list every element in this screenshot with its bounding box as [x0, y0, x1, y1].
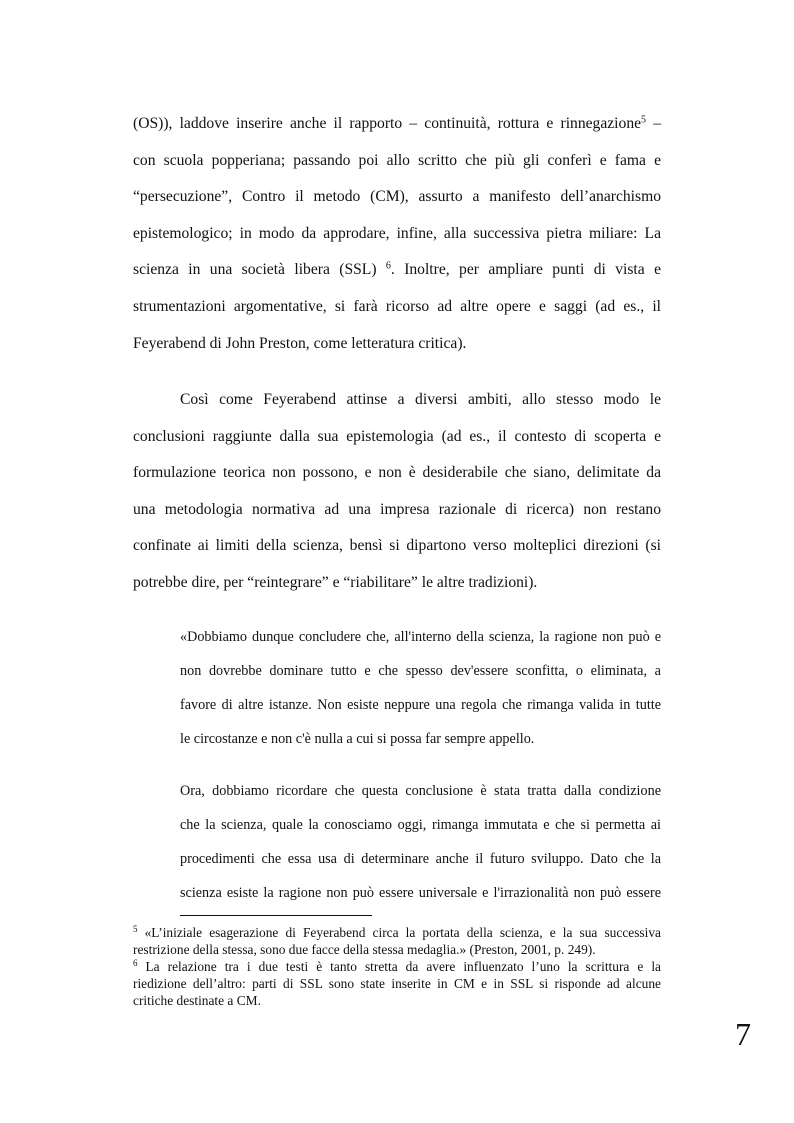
footnote-line: restrizione della stessa, sono due facce della stessa medaglia.» (Preston, 2001, p. 249). — [133, 942, 596, 957]
paragraph-line: epistemologico; in modo da approdare, infine, alla successiva pietra miliare: La — [133, 224, 661, 242]
paragraph-line: strumentazioni argomentative, si farà ricorso ad altre opere e saggi (ad es., il — [133, 297, 661, 315]
footnote-separator — [180, 915, 372, 916]
block-quote-1 — [180, 620, 661, 756]
paragraph-line: (OS)), laddove inserire anche il rapporto – continuità, rottura e rinnegazione$^5$ – — [133, 114, 662, 132]
quote-line: non dovrebbe dominare tutto e che spesso dev'essere sconfitta, o eliminata, a — [180, 663, 661, 679]
quote-line: che la scienza, quale la conosciamo oggi, rimanga immutata e che si permetta ai — [180, 817, 661, 833]
paragraph-line: Così come Feyerabend attinse a diversi ambiti, allo stesso modo le — [180, 391, 661, 408]
quote-line: favore di altre istanze. Non esiste neppure una regola che rimanga valida in tutte — [180, 697, 661, 713]
quote-line: procedimenti che essa usa di determinare anche il futuro sviluppo. Dato che la — [180, 851, 661, 867]
footnote-marker: 5 — [133, 924, 138, 935]
paragraph-2 — [133, 382, 661, 602]
block-quote-2 — [180, 774, 661, 910]
paragraph-line: “persecuzione”, Contro il metodo (CM), assurto a manifesto dell’anarchismo — [133, 188, 661, 206]
footnote-ref-5[interactable]: 5 — [641, 114, 647, 126]
quote-line: Ora, dobbiamo ricordare che questa conclusione è stata tratta dalla condizione — [180, 783, 661, 799]
footnote-line: $^5$ «L’iniziale esagerazione di Feyerabend circa la portata della scienza, e la sua successiva — [133, 924, 661, 940]
footnote-ref-6[interactable]: 6 — [385, 260, 391, 272]
paragraph-1 — [133, 106, 661, 362]
paragraph-line: potrebbe dire, per “reintegrare” e “riabilitare” le altre tradizioni). — [133, 573, 538, 591]
footnote-5 — [133, 924, 661, 958]
paragraph-line: Feyerabend di John Preston, come letteratura critica). — [133, 334, 467, 352]
page-number: 7 — [735, 1016, 751, 1052]
paragraph-line: conclusioni raggiunte dalla sua epistemologia (ad es., il contesto di scoperta e — [133, 427, 661, 445]
paragraph-line: con scuola popperiana; passando poi allo scritto che più gli conferì e fama e — [133, 151, 661, 169]
footnote-line: critiche destinate a CM. — [133, 993, 261, 1008]
footnote-6 — [133, 958, 661, 1009]
paragraph-line: confinate ai limiti della scienza, bensì si dipartono verso molteplici direzioni (si — [133, 537, 661, 555]
quote-line: «Dobbiamo dunque concludere che, all'interno della scienza, la ragione non può e — [180, 629, 661, 645]
footnotes — [133, 924, 661, 1009]
quote-line: le circostanze e non c'è nulla a cui si possa far sempre appello. — [180, 731, 535, 747]
footnote-line: riedizione dell’altro: parti di SSL sono state inserite in CM e in SSL si risponde ad alcune — [133, 976, 661, 991]
quote-line: scienza esiste la ragione non può essere universale e l'irrazionalità non può essere — [180, 885, 661, 901]
paragraph-line: formulazione teorica non possono, e non è desiderabile che siano, delimitate da — [133, 464, 661, 482]
paragraph-line: una metodologia normativa ad una impresa razionale di ricerca) non restano — [133, 500, 661, 518]
paragraph-line: scienza in una società libera (SSL) $^6$. Inoltre, per ampliare punti di vista e — [133, 260, 661, 279]
footnote-marker: 6 — [133, 958, 138, 969]
footnote-line: $^6$ La relazione tra i due testi è tanto stretta da avere influenzato l’uno la scrittura e la — [133, 958, 661, 974]
